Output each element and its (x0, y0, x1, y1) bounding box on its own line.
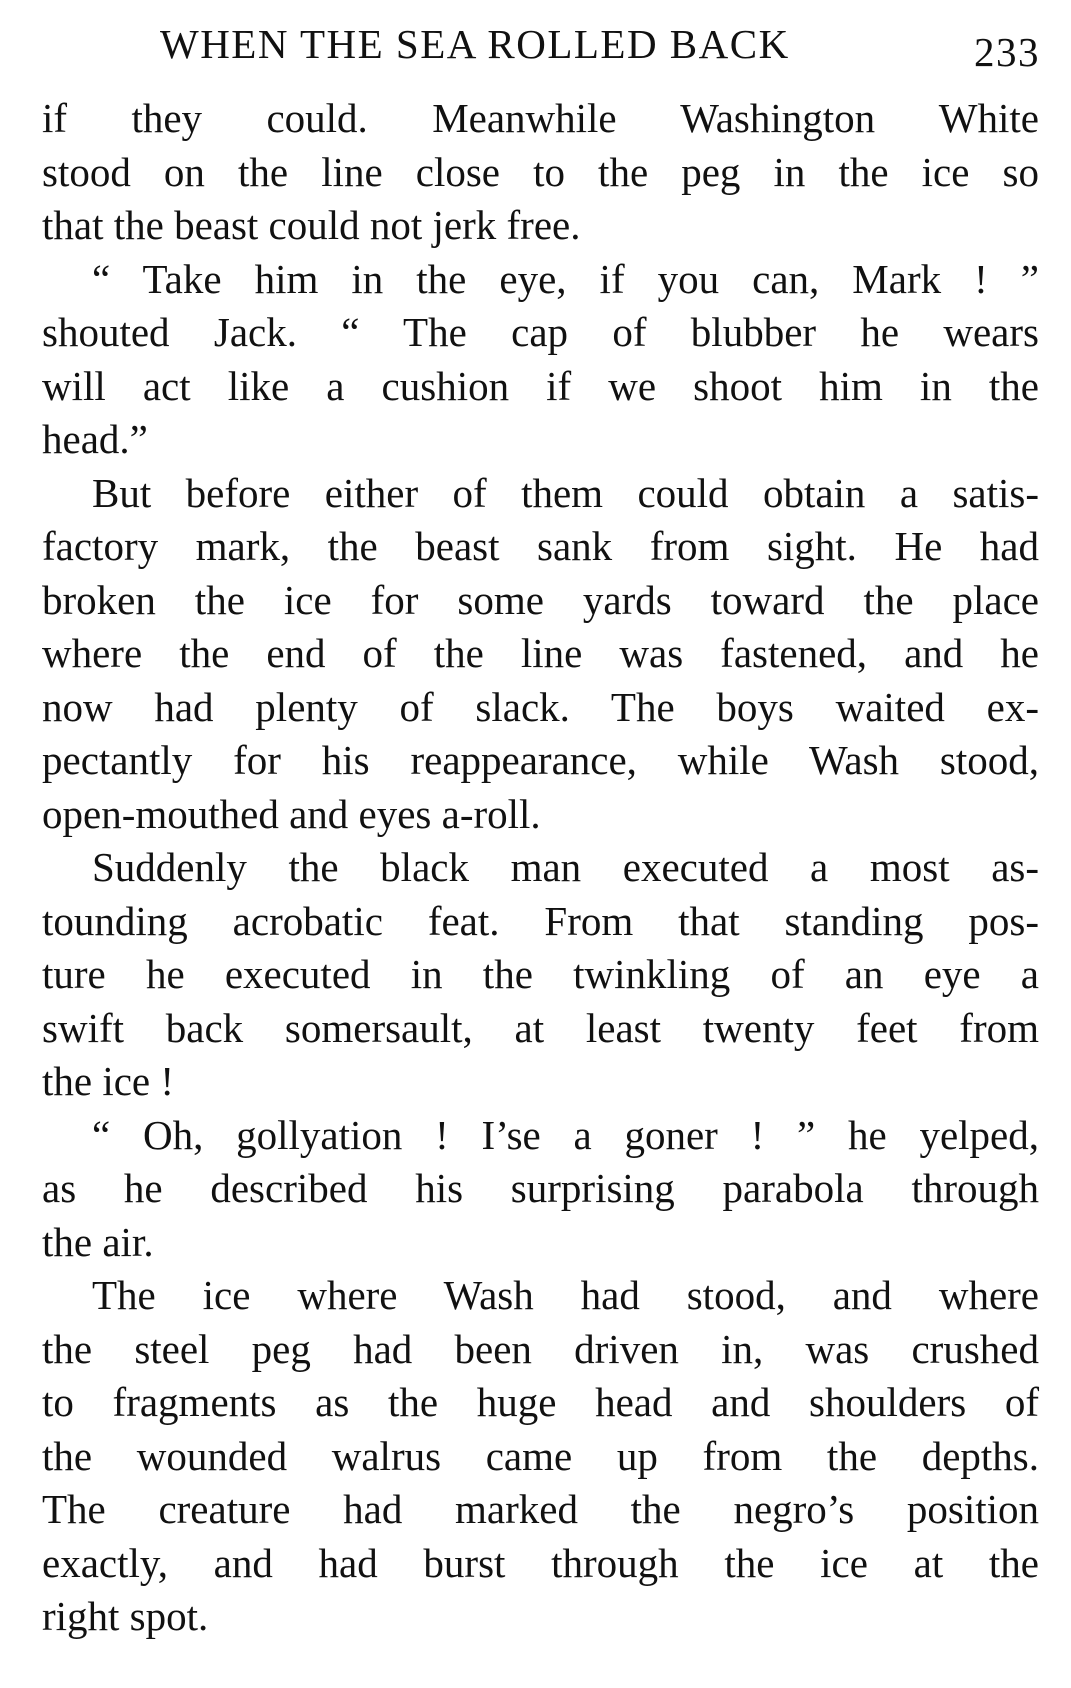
text-line: stood on the line close to the peg in the ice so (42, 148, 1039, 195)
page-header (160, 20, 1040, 80)
text-line: now had plenty of slack. The boys waited ex- (42, 683, 1039, 730)
text-line: Suddenly the black man executed a most as- (92, 844, 1039, 890)
text-line: where the end of the line was fastened, and he (42, 630, 1039, 676)
text-line: factory mark, the beast sank from sight. He had (42, 523, 1039, 569)
text-line: broken the ice for some yards toward the place (42, 576, 1039, 623)
text-line: “ Take him in the eye, if you can, Mark ! ” (92, 255, 1039, 302)
text-line: The ice where Wash had stood, and where (92, 1272, 1039, 1318)
text-line: that the beast could not jerk free. (42, 202, 581, 248)
text-line: pectantly for his reappearance, while Wash stood, (42, 737, 1039, 783)
running-title: WHEN THE SEA ROLLED BACK (160, 21, 790, 67)
text-line: The creature had marked the negro’s position (42, 1486, 1039, 1532)
text-line: open-mouthed and eyes a-roll. (42, 790, 541, 837)
text-line: will act like a cushion if we shoot him in the (42, 362, 1039, 409)
page-number: 233 (974, 29, 1040, 75)
text-line: tounding acrobatic feat. From that standing pos- (42, 897, 1039, 944)
body-text (42, 92, 1039, 1644)
text-line: to fragments as the huge head and shoulders of (42, 1379, 1039, 1425)
text-line: the air. (42, 1218, 154, 1265)
text-line: swift back somersault, at least twenty feet from (42, 1004, 1039, 1051)
text-line: But before either of them could obtain a satis- (92, 469, 1039, 516)
text-line: the wounded walrus came up from the depths. (42, 1432, 1039, 1479)
text-line: right spot. (42, 1593, 209, 1639)
text-line: exactly, and had burst through the ice at the (42, 1539, 1039, 1586)
text-line: ture he executed in the twinkling of an eye a (42, 951, 1039, 997)
text-line: the ice ! (42, 1058, 175, 1104)
text-line: shouted Jack. “ The cap of blubber he wears (42, 309, 1039, 355)
text-line: the steel peg had been driven in, was crushed (42, 1325, 1039, 1372)
text-line: “ Oh, gollyation ! I’se a goner ! ” he yelped, (92, 1111, 1039, 1158)
text-line: head.” (42, 416, 148, 462)
text-line: if they could. Meanwhile Washington White (42, 95, 1039, 141)
text-line: as he described his surprising parabola through (42, 1165, 1039, 1211)
